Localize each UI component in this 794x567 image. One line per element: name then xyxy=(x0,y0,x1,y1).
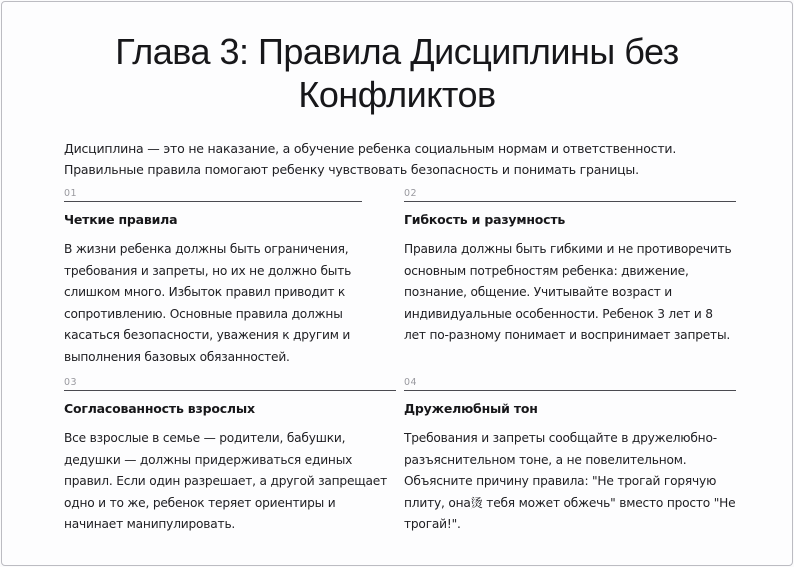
card-body: Правила должны быть гибкими и не противоречить основным потребностям ребенка: движение, познание, общение. Учитывайте возраст и индивидуальные особенности. Ребенок 3 лет и 8 лет по-разному понимает и воспринимает запреты. xyxy=(404,242,732,342)
card-divider xyxy=(64,390,396,391)
card-number: 01 xyxy=(64,188,78,199)
card-number: 03 xyxy=(64,377,78,388)
card-divider xyxy=(404,201,736,202)
card-divider xyxy=(64,201,362,202)
card-number: 04 xyxy=(404,377,418,388)
card-body: Требования и запреты сообщайте в дружелюбно-разъяснительном тоне, а не повелительном. Объясните причину правила: "Не трогай горячую плиту, она烫 тебя может обжечь" вместо просто "Не трогай!". xyxy=(404,431,736,531)
rule-card-friendly-tone xyxy=(404,376,736,536)
rule-card-clear-rules xyxy=(64,187,362,368)
card-heading: Гибкость и разумность xyxy=(404,212,566,227)
intro-paragraph: Дисциплина — это не наказание, а обучение ребенка социальным нормам и ответственности. Правильные правила помогают ребенку чувствовать безопасность и понимать границы. xyxy=(64,141,677,177)
card-number: 02 xyxy=(404,188,418,199)
card-heading: Четкие правила xyxy=(64,212,178,227)
rule-card-flexibility xyxy=(404,187,736,347)
card-body: В жизни ребенка должны быть ограничения, требования и запреты, но их не должно быть слишком много. Избыток правил приводит к сопротивлению. Основные правила должны касаться безопасности, уважения к другим и выполнения базовых обязанностей. xyxy=(64,242,352,364)
card-body: Все взрослые в семье — родители, бабушки, дедушки — должны придерживаться единых правил. Если один разрешает, а другой запрещает одно и то же, ребенок теряет ориентиры и начинает манипулировать. xyxy=(64,431,388,531)
card-heading: Согласованность взрослых xyxy=(64,401,255,416)
rule-card-adult-consistency xyxy=(64,376,396,536)
card-heading: Дружелюбный тон xyxy=(404,401,538,416)
page-title: Глава 3: Правила Дисциплины без Конфликтов xyxy=(115,31,679,115)
card-divider xyxy=(404,390,736,391)
